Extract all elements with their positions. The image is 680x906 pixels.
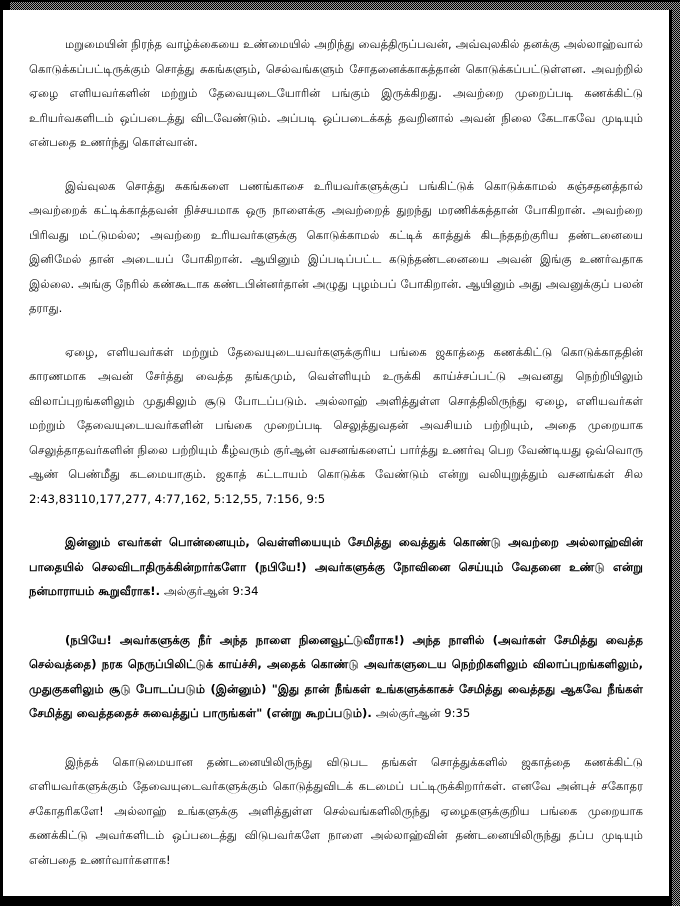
paragraph-6: இந்தக் கொடுமையான தண்டனையிலிருந்து விடுபட தங்கள் சொத்துக்களில் ஜகாத்தை கணக்கிட்டு எளியவர்களுக்கும் தேவையுடைவர்களுக்கும் கொடுத்துவிடக் கடமைப் பட்டிருக்கிறார்கள். எனவே அன்புச் சகோதர சகோதரிகளே! அல்லாஹ் உங்களுக்கு அளித்துள்ள செல்வங்களிலிருந்து ஏழைகளுக்குறிய பங்கை முறையாக கணக்கிட்டு அவர்களிடம் ஒப்படைத்து விடுபவர்களே நாளை அல்லாஹ்வின் தண்டனையிலிருந்து தப்ப முடியும் என்பதை உணர்வார்களாக! [29, 754, 643, 867]
paragraph-3: ஏழை, எளியவர்கள் மற்றும் தேவையுடையவர்களுக்குரிய பங்கை ஜகாத்தை கணக்கிட்டு கொடுக்காததின் காரணமாக அவன் சேர்த்து வைத்த தங்கமும், வெள்ளியும் உருக்கி காய்ச்சப்பட்டு அவனது நெற்றியிலும் விலாப்புறங்களிலும் முதுகிலும் சூடு போடப்படும். அல்லாஹ் அளித்துள்ள சொத்திலிருந்து ஏழை, எளியவர்கள் மற்றும் தேவையுடையவர்களின் பங்கை முறைப்படி செலுத்துவதன் அவசியம் பற்றியும், அதை முறையாக செலுத்தாதவர்களின் நிலை பற்றியும் கீழ்வரும் குர்ஆன் வசனங்களைப் பார்த்து உணர்வு பெற வேண்டியது ஒவ்வொரு ஆண் பெண்மீது கடமையாகும். ஜகாத் கட்டாயம் கொடுக்க வேண்டும் என்று வலியுறுத்தும் வசனங்கள் சில 2:43,83110,177,277, 4:77,162, 5:12,55, 7:156, 9:5 [29, 344, 643, 506]
paragraph-1: மறுமையின் நிரந்த வாழ்க்கையை உண்மையில் அறிந்து வைத்திருப்பவன், அவ்வுலகில் தனக்கு அல்லாஹ்வால் கொடுக்கப்பட்டிருக்கும் சொத்து சுகங்களும், செல்வங்களும் சோதனைக்காகத்தான் கொடுக்கப்பட்டுள்ளன. அவற்றில் ஏழை எளியவர்களின் மற்றும் தேவையுடையோரின் பங்கும் இருக்கிறது. அவற்றை முறைப்படி கணக்கிட்டு உரியர்வகளிடம் ஒப்படைத்து விடவேண்டும். அப்படி ஒப்படைக்கத் தவறினால் அவன் நிலை கேடாகவே முடியும் என்பதை உணர்ந்து கொள்வான். [29, 37, 643, 149]
document-page [3, 10, 669, 896]
quote-reference: அல்குர்ஆன் 9:35 [375, 706, 471, 720]
quote-reference: அல்குர்ஆன் 9:34 [164, 584, 259, 598]
frame-border-top [10, 2, 680, 10]
quran-quote-9-35 [29, 628, 643, 726]
quran-quote-9-34 [29, 530, 643, 604]
quote-text: (நபியே! அவர்களுக்கு நீர் அந்த நாளை நினைவூட்டுவீராக!) அந்த நாளில் (அவர்கள் சேமித்து வைத்த செல்வத்தை) நரக நெருப்பிலிட்டுக் காய்ச்சி, அதைக் கொண்டு அவர்களுடைய நெற்றிகளிலும் விலாப்புறங்களிலும், முதுகுகளிலும் சூடு போடப்படும் (இன்னும்) "இது தான் நீங்கள் உங்களுக்காகச் சேமித்து வைத்தது ஆகவே நீங்கள் சேமித்து வைத்ததைச் சுவைத்துப் பாருங்கள்" (என்று கூறப்படும்). [29, 632, 643, 720]
quote-text: இன்னும் எவர்கள் பொன்னையும், வெள்ளியையும் சேமித்து வைத்துக் கொண்டு அவற்றை அல்லாஹ்வின் பாதையில் செலவிடாதிருக்கின்றார்களோ (நபியே!) அவர்களுக்கு நோவினை செய்யும் வேதனை உண்டு என்று நன்மாராயம் கூறுவீராக!. [29, 535, 643, 598]
paragraph-2: இவ்வுலக சொத்து சுகங்களை பணங்காசை உரியவர்களுக்குப் பங்கிட்டுக் கொடுக்காமல் கஞ்சதனத்தால் அவற்றைக் கட்டிக்காத்தவன் நிச்சயமாக ஒரு நாளைக்கு அவற்றைத் துறந்து மரணிக்கத்தான் போகிறான். அவற்றை பிரிவது மட்டுமல்ல; அவற்றை உரியவர்களுக்கு கொடுக்காமல் கட்டிக் காத்துக் கிடந்ததற்குரிய தண்டனையை இனிமேல் தான் அடையப் போகிறான். ஆயினும் இப்படிப்பட்ட கடுந்தண்டனையை அவன் இங்கு உணர்வதாக இல்லை. அங்கு நேரில் கண்கூடாக கண்டபின்னர்தான் அழுது புழம்பப் போகிறான். ஆயினும் அது அவனுக்குப் பலன் தராது. [29, 178, 643, 315]
frame-border-right [672, 2, 680, 906]
